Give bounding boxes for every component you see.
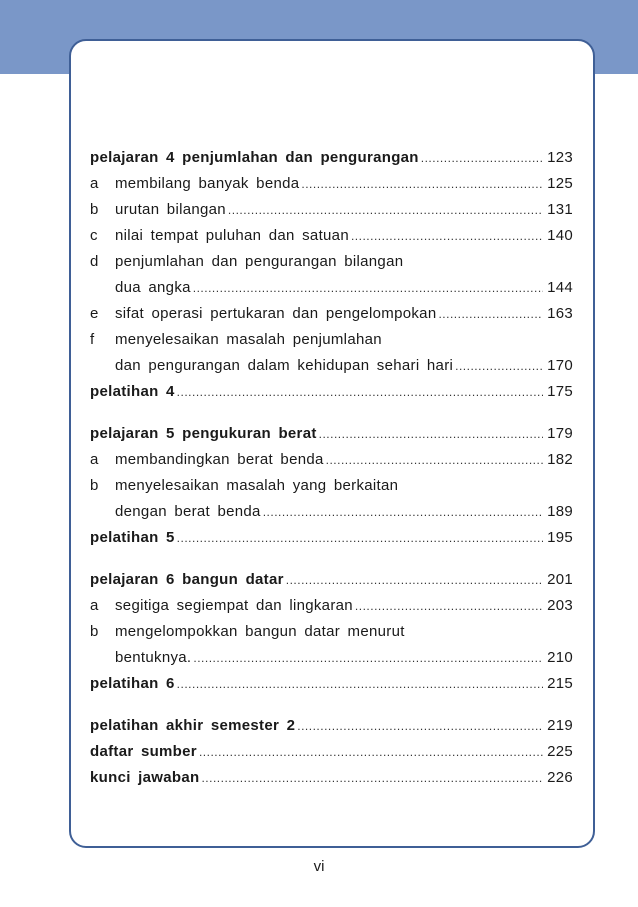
toc-entry-title: pelatihan 6 bbox=[90, 675, 175, 692]
toc-entry-title: pelatihan 4 bbox=[90, 383, 175, 400]
toc-leader-dots bbox=[355, 593, 543, 619]
toc-entry bbox=[90, 447, 573, 473]
toc-entry bbox=[90, 671, 573, 697]
toc-leader-dots bbox=[201, 765, 543, 791]
toc-entry-title: menyelesaikan masalah yang berkaitan bbox=[115, 477, 399, 494]
toc-entry-title: kunci jawaban bbox=[90, 769, 200, 786]
toc-entry bbox=[90, 645, 573, 671]
toc-entry bbox=[90, 499, 573, 525]
toc-entry-title: pelatihan akhir semester 2 bbox=[90, 717, 296, 734]
toc-entry bbox=[90, 197, 573, 223]
toc-entry bbox=[90, 739, 573, 765]
toc-entry-page: 219 bbox=[547, 717, 573, 734]
toc-entry-title: nilai tempat puluhan dan satuan bbox=[115, 227, 349, 244]
toc-entry bbox=[90, 421, 573, 447]
toc-entry-page: 144 bbox=[547, 279, 573, 296]
toc-leader-dots bbox=[193, 275, 543, 301]
toc-entry-title: pelajaran 6 bangun datar bbox=[90, 571, 284, 588]
toc-entry-page: 195 bbox=[547, 529, 573, 546]
toc-entry bbox=[90, 327, 573, 353]
toc-entry-page: 131 bbox=[547, 201, 573, 218]
toc-entry-title: membandingkan berat benda bbox=[115, 451, 324, 468]
toc-entry-title: segitiga segiempat dan lingkaran bbox=[115, 597, 353, 614]
toc-entry bbox=[90, 145, 573, 171]
toc-entry bbox=[90, 171, 573, 197]
toc-entry bbox=[90, 379, 573, 405]
toc-entry-page: 225 bbox=[547, 743, 573, 760]
toc-entry-page: 175 bbox=[547, 383, 573, 400]
toc-entry-title: mengelompokkan bangun datar menurut bbox=[115, 623, 405, 640]
toc-entry-letter: a bbox=[90, 451, 99, 468]
toc-leader-dots bbox=[177, 671, 543, 697]
toc-leader-dots bbox=[193, 645, 543, 671]
toc-entry bbox=[90, 765, 573, 791]
toc-entry bbox=[90, 223, 573, 249]
toc-entry-page: 201 bbox=[547, 571, 573, 588]
toc-entry-title: dua angka bbox=[115, 279, 191, 296]
toc-entry-page: 123 bbox=[547, 149, 573, 166]
toc-entry-letter: f bbox=[90, 331, 95, 348]
toc-entry bbox=[90, 249, 573, 275]
toc-entry bbox=[90, 593, 573, 619]
page-number: vi bbox=[313, 858, 325, 875]
toc-entry bbox=[90, 473, 573, 499]
toc-entry-title: pelajaran 5 pengukuran berat bbox=[90, 425, 317, 442]
toc-entry-letter: e bbox=[90, 305, 99, 322]
toc-entry bbox=[90, 301, 573, 327]
toc-entry-page: 210 bbox=[547, 649, 573, 666]
toc-entry-title: pelajaran 4 penjumlahan dan pengurangan bbox=[90, 149, 419, 166]
toc-entry bbox=[90, 353, 573, 379]
toc-entry-page: 179 bbox=[547, 425, 573, 442]
toc-entry-title: penjumlahan dan pengurangan bilangan bbox=[115, 253, 404, 270]
toc-leader-dots bbox=[438, 301, 543, 327]
toc-entry bbox=[90, 619, 573, 645]
toc-entry-title: sifat operasi pertukaran dan pengelompokan bbox=[115, 305, 437, 322]
toc-entry bbox=[90, 525, 573, 551]
toc-entry-title: dengan berat benda bbox=[115, 503, 261, 520]
toc-entry-letter: d bbox=[90, 253, 99, 270]
toc-entry-page: 182 bbox=[547, 451, 573, 468]
toc-entry-title: menyelesaikan masalah penjumlahan bbox=[115, 331, 382, 348]
toc-entry-page: 226 bbox=[547, 769, 573, 786]
toc-leader-dots bbox=[326, 447, 543, 473]
toc-entry-letter: b bbox=[90, 477, 99, 494]
toc-entry bbox=[90, 567, 573, 593]
toc-leader-dots bbox=[455, 353, 543, 379]
toc-entry-letter: b bbox=[90, 201, 99, 218]
toc-entry bbox=[90, 713, 573, 739]
table-of-contents bbox=[90, 145, 573, 791]
toc-leader-dots bbox=[199, 739, 543, 765]
toc-leader-dots bbox=[319, 421, 543, 447]
toc-entry bbox=[90, 275, 573, 301]
toc-entry-title: daftar sumber bbox=[90, 743, 197, 760]
toc-entry-page: 125 bbox=[547, 175, 573, 192]
toc-entry-letter: c bbox=[90, 227, 98, 244]
toc-entry-page: 203 bbox=[547, 597, 573, 614]
toc-leader-dots bbox=[286, 567, 543, 593]
toc-entry-letter: a bbox=[90, 175, 99, 192]
toc-leader-dots bbox=[301, 171, 543, 197]
toc-leader-dots bbox=[421, 145, 543, 171]
toc-entry-letter: b bbox=[90, 623, 99, 640]
toc-entry-page: 140 bbox=[547, 227, 573, 244]
toc-leader-dots bbox=[177, 379, 543, 405]
toc-entry-page: 215 bbox=[547, 675, 573, 692]
toc-leader-dots bbox=[228, 197, 543, 223]
toc-leader-dots bbox=[177, 525, 543, 551]
toc-entry-title: dan pengurangan dalam kehidupan sehari hari bbox=[115, 357, 454, 374]
toc-entry-title: membilang banyak benda bbox=[115, 175, 300, 192]
toc-entry-letter: a bbox=[90, 597, 99, 614]
toc-leader-dots bbox=[297, 713, 543, 739]
toc-entry-page: 170 bbox=[547, 357, 573, 374]
toc-entry-title: bentuknya. bbox=[115, 649, 192, 666]
toc-entry-title: urutan bilangan bbox=[115, 201, 226, 218]
toc-entry-page: 189 bbox=[547, 503, 573, 520]
toc-leader-dots bbox=[351, 223, 543, 249]
toc-entry-page: 163 bbox=[547, 305, 573, 322]
toc-leader-dots bbox=[263, 499, 543, 525]
toc-entry-title: pelatihan 5 bbox=[90, 529, 175, 546]
